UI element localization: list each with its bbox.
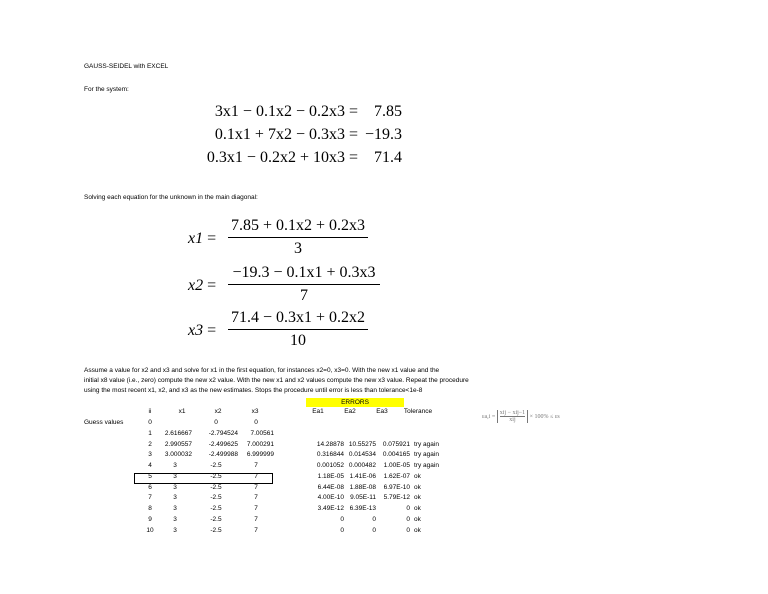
equation-rhs: 7.85 — [374, 103, 402, 120]
table-cell-tol: ok — [414, 494, 421, 502]
table-cell-ea1: 1.18E-05 — [317, 472, 344, 480]
formula-lhs: εa,i = — [482, 413, 496, 420]
table-cell-ii: 0 — [148, 419, 152, 426]
converged-row-box — [134, 473, 273, 484]
table-cell-ea2: 1.41E-06 — [349, 472, 376, 480]
guess-values-label: Guess values — [84, 419, 124, 426]
table-cell-ii: 5 — [148, 472, 152, 480]
table-cell-tol: try again — [414, 440, 439, 448]
table-cell-tol: try again — [414, 451, 439, 459]
table-cell-x2: -2.499988 — [208, 451, 238, 459]
table-cell-ea1: 4.00E-10 — [317, 494, 344, 502]
table-cell-x2: -2.5 — [210, 494, 222, 502]
table-cell-ea2: 0 — [372, 526, 376, 534]
table-cell-ea2: 10.55275 — [348, 440, 376, 448]
equation-row — [182, 126, 402, 144]
table-cell-ea3: 6.97E-10 — [383, 483, 410, 491]
table-cell-ea3: 0 — [406, 526, 410, 534]
table-cell-ea3: 1.00E-05 — [383, 462, 410, 469]
header-x3: x3 — [251, 408, 259, 415]
table-cell-ii: 7 — [148, 494, 152, 502]
fraction-denominator: 10 — [290, 332, 306, 349]
header-x2: x2 — [214, 408, 222, 415]
table-cell-ii: 2 — [148, 440, 152, 448]
equation-lhs: 0.3x1 − 0.2x2 + 10x3 = — [206, 149, 358, 166]
table-cell-ea3: 1.62E-07 — [383, 472, 410, 480]
header-ea1: Ea1 — [312, 408, 324, 415]
table-cell-ea3: 5.79E-12 — [383, 494, 410, 502]
equation-row — [182, 149, 402, 167]
table-cell-ea3: 0.075921 — [382, 440, 410, 448]
page-title: GAUSS-SEIDEL with EXCEL — [84, 63, 169, 70]
solved-fraction — [228, 309, 368, 350]
header-tolerance: Tolerance — [403, 408, 433, 415]
table-cell-ii: 10 — [146, 526, 154, 534]
equation-rhs: −19.3 — [364, 126, 402, 143]
table-cell-x1: 3.000032 — [164, 451, 192, 459]
table-cell-x3: 7 — [254, 515, 258, 523]
table-cell-x1: 3 — [173, 462, 177, 469]
table-cell-ea1: 0.316844 — [316, 451, 344, 459]
solved-lhs: x2 = — [188, 277, 217, 294]
errors-label: ERRORS — [341, 399, 369, 406]
table-cell-x1: 3 — [173, 515, 177, 523]
table-cell-ea2: 0 — [372, 515, 376, 523]
table-cell-tol: ok — [414, 483, 421, 491]
table-cell-ea2: 1.88E-08 — [349, 483, 376, 491]
table-cell-ea1: 0.001052 — [316, 462, 344, 469]
table-cell-x3: 0 — [254, 419, 258, 426]
table-cell-x3: 7.000291 — [246, 440, 274, 448]
table-cell-ea3: 0.004165 — [382, 451, 410, 459]
table-cell-ea1: 14.28878 — [316, 440, 344, 448]
table-cell-ea1: 0 — [340, 526, 344, 534]
table-cell-x1: 3 — [173, 472, 177, 480]
table-cell-x2: 0 — [214, 419, 218, 426]
table-cell-x2: -2.5 — [210, 483, 222, 491]
table-cell-x2: -2.5 — [210, 505, 222, 512]
table-cell-x1: 3 — [173, 526, 177, 534]
formula-denominator: xij — [500, 416, 525, 423]
table-cell-x3: 6.999999 — [246, 451, 274, 459]
table-cell-x2: -2.794524 — [208, 429, 238, 437]
table-cell-x1: 3 — [173, 483, 177, 491]
table-cell-x1: 2.990557 — [164, 440, 192, 448]
table-cell-ii: 3 — [148, 451, 152, 459]
solving-description: Solving each equation for the unknown in the main diagonal: — [84, 194, 258, 201]
table-cell-tol: ok — [414, 515, 421, 523]
table-cell-x2: -2.5 — [210, 515, 222, 523]
header-ii: ii — [148, 408, 152, 415]
error-formula — [482, 410, 560, 423]
paragraph-line: initial x8 value (i.e., zero) compute the new x2 value. With the new x1 and x2 values compute the new x3 value. Repeat the procedure — [84, 377, 469, 384]
formula-numerator: xij − xij−1 — [499, 410, 526, 416]
equation-lhs: 3x1 − 0.1x2 − 0.2x3 = — [214, 103, 358, 120]
table-cell-x3: 7 — [254, 483, 258, 491]
table-cell-ii: 4 — [148, 462, 152, 469]
formula-rhs: × 100% ≤ εs — [529, 413, 560, 420]
table-cell-tol: ok — [414, 472, 421, 480]
table-cell-ea2: 9.05E-11 — [350, 494, 376, 502]
table-cell-tol: ok — [414, 505, 421, 512]
table-cell-ea1: 6.44E-08 — [317, 483, 344, 491]
table-cell-ea1: 3.49E-12 — [317, 505, 344, 512]
table-cell-ii: 1 — [148, 429, 152, 437]
fraction-numerator: −19.3 − 0.1x1 + 0.3x3 — [232, 264, 376, 281]
table-cell-x3: 7 — [254, 494, 258, 502]
table-cell-x1: 3 — [173, 505, 177, 512]
table-cell-ii: 8 — [148, 505, 152, 512]
table-cell-ea2: 0.000482 — [348, 462, 376, 469]
header-ea2: Ea2 — [344, 408, 356, 415]
intro-label: For the system: — [84, 86, 129, 93]
table-cell-tol: ok — [414, 526, 421, 534]
header-ea3: Ea3 — [376, 408, 388, 415]
table-cell-x3: 7 — [254, 505, 258, 512]
table-cell-ii: 9 — [148, 515, 152, 523]
table-cell-ii: 6 — [148, 483, 152, 491]
table-cell-ea2: 0.014534 — [348, 451, 376, 459]
solved-fraction — [228, 264, 380, 305]
table-cell-x1: 3 — [173, 494, 177, 502]
table-cell-ea3: 0 — [406, 505, 410, 512]
header-x1: x1 — [178, 408, 186, 415]
equation-rhs: 71.4 — [374, 149, 402, 166]
table-cell-x1: 2.616667 — [164, 429, 192, 437]
table-cell-x3: 7 — [254, 462, 258, 469]
table-cell-ea3: 0 — [406, 515, 410, 523]
table-cell-x2: -2.5 — [210, 472, 222, 480]
solved-lhs: x1 = — [188, 230, 217, 247]
equation-lhs: 0.1x1 + 7x2 − 0.3x3 = — [214, 126, 358, 143]
table-cell-x2: -2.499625 — [208, 440, 238, 448]
table-cell-x3: 7.00561 — [250, 429, 274, 437]
solved-lhs: x3 = — [188, 322, 217, 339]
fraction-denominator: 3 — [294, 240, 302, 257]
paragraph-line: using the most recent x1, x2, and x3 as the new estimates. Stops the procedure until error is less than tolerance<1e-8 — [84, 387, 423, 394]
fraction-numerator: 71.4 − 0.3x1 + 0.2x2 — [230, 309, 366, 326]
table-cell-x3: 7 — [254, 472, 258, 480]
equation-row — [182, 103, 402, 121]
table-cell-tol: try again — [414, 462, 439, 469]
paragraph-line: Assume a value for x2 and x3 and solve for x1 in the first equation, for instances x2=0, x3=0. With the new x1 value and the — [84, 367, 440, 374]
table-cell-ea1: 0 — [340, 515, 344, 523]
fraction-denominator: 7 — [300, 287, 308, 304]
table-cell-ea2: 6.39E-13 — [349, 505, 376, 512]
solved-fraction — [228, 217, 368, 258]
table-cell-x2: -2.5 — [210, 462, 222, 469]
fraction-numerator: 7.85 + 0.1x2 + 0.2x3 — [230, 217, 366, 234]
table-cell-x2: -2.5 — [210, 526, 222, 534]
table-cell-x3: 7 — [254, 526, 258, 534]
